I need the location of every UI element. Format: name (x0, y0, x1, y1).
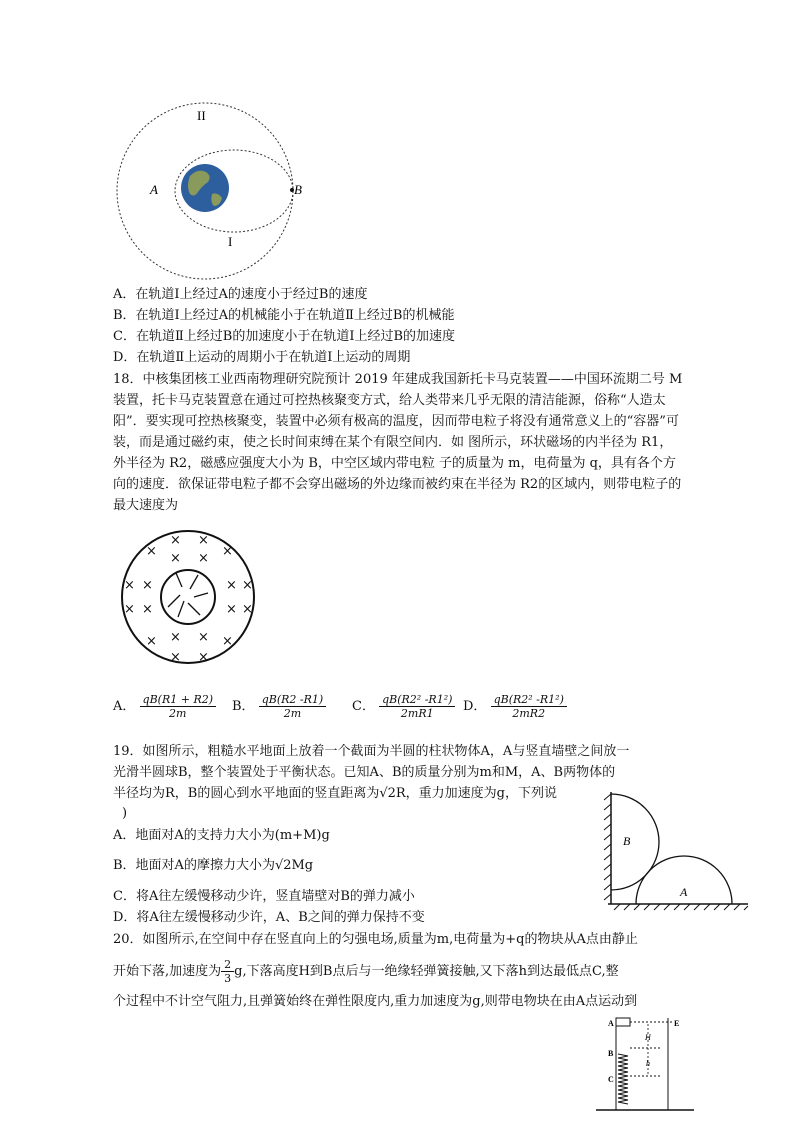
fig-label-E: E (674, 1019, 680, 1028)
q19-option-b: B．地面对A的摩擦力大小为√2Mg (113, 858, 314, 873)
q18-option-b-den: 2m (283, 707, 302, 720)
orbit-figure (108, 98, 308, 288)
wall-hatch (604, 794, 611, 900)
fig-label-h: h (646, 1059, 650, 1068)
q17-option-d: D．在轨道Ⅱ上运动的周期小于在轨道I上运动的周期 (113, 350, 411, 365)
q20-line-2-part-a: 开始下落,加速度为 (113, 964, 222, 979)
q20-line-2 (113, 958, 619, 985)
q20-frac-num: 2 (221, 958, 234, 972)
svg-text:×: × (170, 533, 181, 548)
svg-text:×: × (226, 602, 237, 617)
label-A: A (680, 885, 688, 899)
q19-option-c: C．将A往左缓慢移动少许，竖直墙壁对B的弹力减小 (113, 889, 415, 904)
spring-icon (618, 1054, 628, 1104)
svg-text:×: × (170, 551, 181, 566)
svg-text:×: × (198, 551, 209, 566)
q19-line-4: ) (122, 806, 128, 821)
svg-text:×: × (226, 578, 237, 593)
q18-option-c (352, 693, 455, 720)
q18-option-d-fraction (491, 693, 567, 720)
spring-figure (590, 1014, 700, 1120)
q18-option-d-den: 2mR2 (512, 707, 546, 720)
q20-line-3: 个过程中不计空气阻力,且弹簧始终在弹性限度内,重力加速度为g,则带电物块在由A点运动到 (113, 994, 638, 1009)
q19-line-3: 半径均为R，B的圆心到水平地面的竖直距离为√2R，重力加速度为g，下列说 (113, 786, 558, 801)
q20-accel-fraction (221, 958, 234, 985)
q18-option-d-num: qB(R2² -R1²) (491, 693, 567, 707)
q18-option-b-label: B． (232, 699, 255, 714)
q20-line-1: 20．如图所示,在空间中存在竖直向上的匀强电场,质量为m,电荷量为+q的物块从A点由静止 (113, 932, 638, 947)
svg-text:×: × (142, 578, 153, 593)
q17-option-c: C．在轨道Ⅱ上经过B的加速度小于在轨道I上经过B的加速度 (113, 329, 456, 344)
svg-text:×: × (170, 630, 181, 645)
label-B: B (623, 834, 631, 848)
q18-option-b-fraction (259, 693, 326, 720)
ground-hatch (614, 904, 748, 910)
svg-text:×: × (198, 630, 209, 645)
svg-text:×: × (222, 634, 233, 649)
svg-text:×: × (198, 650, 209, 665)
q18-option-d (463, 693, 567, 720)
q18-option-a (113, 693, 216, 720)
svg-text:×: × (198, 533, 209, 548)
q18-option-c-fraction (379, 693, 455, 720)
q19-option-d: D．将A往左缓慢移动少许，A、B之间的弹力保持不变 (113, 910, 425, 925)
q18-option-a-label: A． (113, 699, 136, 714)
q20-frac-den: 3 (224, 972, 232, 985)
q18-option-b (232, 693, 326, 720)
q18-option-d-label: D． (463, 699, 487, 714)
q18-text: 18．中核集团核工业西南物理研究院预计 2019 年建成我国新托卡马克装置——中国环流期二号 M装置，托卡马克装置意在通过可控热核聚变方式，给人类带来几乎无限的清洁能源，俗称“人造太阳”．要实现可控热核聚变，装置中必须有极高的温度，因而带电粒子将没有通常意义上的“容器”可装，而是通过磁约束，使之长时间束缚在某个有限空间内．如 图所示，环状磁场的内半径为 R1，外半径为 R2，磁感应强度大小为 B，中空区域内带电粒 子的质量为 m，电荷量为 q，具有各个方向的速度．欲保证带电粒子都不会穿出磁场的外边缘而被约束在半径为 R2的区域内，则带电粒子的最大速度为 (113, 372, 683, 513)
fig-label-H: H (645, 1033, 651, 1042)
fig-label-B: B (608, 1049, 614, 1058)
svg-text:×: × (146, 544, 157, 559)
svg-text:×: × (222, 544, 233, 559)
q17-option-b: B．在轨道Ⅰ上经过A的机械能小于在轨道Ⅱ上经过B的机械能 (113, 308, 455, 323)
fig-label-A: A (608, 1019, 614, 1028)
velocity-arrows (168, 573, 208, 617)
q19-line-2: 光滑半圆球B，整个装置处于平衡状态。已知A、B的质量分别为m和M，A、B两物体的 (113, 765, 616, 780)
wall-spheres-figure (600, 786, 750, 914)
svg-text:×: × (146, 634, 157, 649)
q18-option-b-num: qB(R2 -R1) (259, 693, 326, 707)
q18-option-a-num: qB(R1 + R2) (140, 693, 216, 707)
q17-option-a: A．在轨道I上经过A的速度小于经过B的速度 (113, 287, 368, 302)
q19-line-1: 19．如图所示，粗糙水平地面上放着一个截面为半圆的柱状物体A，A与竖直墙壁之间放一 (113, 744, 630, 759)
svg-text:×: × (124, 578, 135, 593)
outer-circle (122, 531, 254, 663)
label-A: A (150, 182, 158, 197)
q18-option-c-label: C． (352, 699, 375, 714)
magnetic-ring-figure (118, 527, 258, 667)
q18-option-a-den: 2m (169, 707, 187, 720)
q20-line-2-part-b: g,下落高度H到B点后与一绝缘轻弹簧接触,又下落h到达最低点C,整 (234, 964, 619, 979)
label-B: B (294, 182, 302, 197)
svg-text:×: × (170, 650, 181, 665)
fig-label-C: C (608, 1075, 614, 1084)
q19-option-a: A．地面对A的支持力大小为(m+M)g (113, 828, 330, 843)
block-icon (616, 1018, 630, 1026)
label-II: II (197, 108, 206, 123)
svg-text:×: × (124, 602, 135, 617)
inner-circle (161, 570, 215, 624)
svg-text:×: × (142, 602, 153, 617)
semicircle-B (611, 794, 659, 890)
label-I: I (228, 234, 233, 249)
svg-text:×: × (242, 602, 253, 617)
svg-text:×: × (242, 578, 253, 593)
q18-option-c-den: 2mR1 (400, 707, 434, 720)
q18-option-c-num: qB(R2² -R1²) (379, 693, 455, 707)
q18-option-a-fraction (140, 693, 216, 720)
